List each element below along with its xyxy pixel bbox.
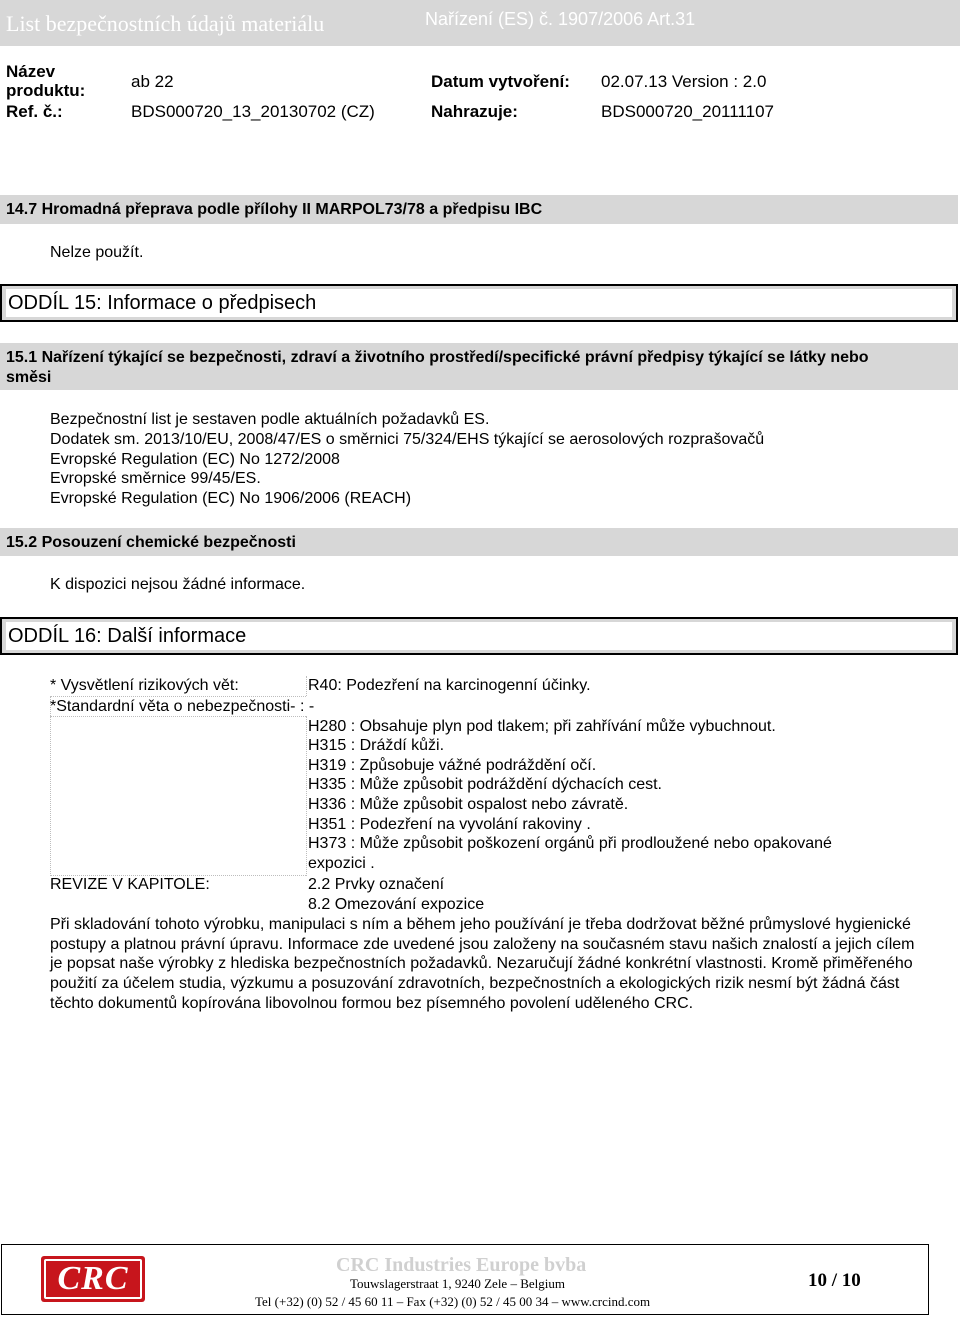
hazard-statement: H373 : Může způsobit poškození orgánů při prodloužené nebo opakované bbox=[308, 835, 832, 852]
ref-label: Ref. č.: bbox=[6, 102, 63, 121]
revision-item: 8.2 Omezování expozice bbox=[308, 896, 485, 913]
subsection-15-2-text: K dispozici nejsou žádné informace. bbox=[50, 576, 306, 593]
subsection-15-2-heading bbox=[0, 528, 958, 556]
section-15-title: ODDÍL 15: Informace o předpisech bbox=[8, 292, 317, 314]
replaces-label: Nahrazuje: bbox=[431, 102, 518, 121]
regulation-line: Evropské Regulation (EC) No 1272/2008 bbox=[50, 451, 340, 468]
regulation-line: Evropské Regulation (EC) No 1906/2006 (REACH) bbox=[50, 490, 412, 507]
page-number: 10 / 10 bbox=[808, 1270, 861, 1291]
hazard-statement: expozici . bbox=[308, 855, 375, 872]
crc-logo bbox=[41, 1256, 145, 1302]
dotted-rule bbox=[306, 676, 307, 696]
created-value: 02.07.13 Version : 2.0 bbox=[601, 72, 767, 91]
subsection-15-1-heading-line1: 15.1 Nařízení týkající se bezpečnosti, zdraví a životního prostředí/specifické právní předpisy týkající se látky nebo bbox=[6, 349, 869, 366]
regulation-line: Dodatek sm. 2013/10/EU, 2008/47/ES o směrnici 75/324/EHS týkající se aerosolových rozprašovačů bbox=[50, 431, 765, 448]
product-label: Název bbox=[6, 62, 56, 81]
risk-phrases-label: * Vysvětlení rizikových vět: bbox=[50, 677, 239, 694]
hazard-statement: H319 : Způsobuje vážné podráždění očí. bbox=[308, 757, 597, 774]
subsection-15-1-heading-line2: směsi bbox=[6, 369, 52, 386]
subsection-14-7-heading-text: 14.7 Hromadná přeprava podle přílohy II MARPOL73/78 a předpisu IBC bbox=[6, 201, 543, 218]
revision-item: 2.2 Prvky označení bbox=[308, 876, 445, 893]
product-name: ab 22 bbox=[131, 72, 174, 91]
document-title: List bezpečnostních údajů materiálu bbox=[6, 11, 325, 36]
section-15-header bbox=[0, 284, 958, 322]
subsection-14-7-heading bbox=[0, 195, 958, 224]
hazard-statement: H280 : Obsahuje plyn pod tlakem; při zahřívání může vybuchnout. bbox=[308, 718, 776, 735]
regulation-line: Bezpečnostní list je sestaven podle aktuálních požadavků ES. bbox=[50, 411, 490, 428]
dotted-rule bbox=[306, 716, 307, 876]
revision-label: REVIZE V KAPITOLE: bbox=[50, 876, 210, 893]
company-name: CRC Industries Europe bvba bbox=[336, 1254, 587, 1276]
dotted-rule bbox=[50, 696, 51, 876]
company-contact: Tel (+32) (0) 52 / 45 60 11 – Fax (+32) (0) 52 / 45 00 34 – www.crcind.com bbox=[255, 1294, 651, 1309]
disclaimer-paragraph: Při skladování tohoto výrobku, manipulaci s ním a během jeho používání je třeba dodržovat běžné průmyslové hygienické postupy a platnou právní úpravu. Informace zde uvedené jsou založeny na současném stavu našich znalostí a jejich cílem je popsat naše výrobky z hlediska bezpečnostních požadavků. Nezaručují žádné konkrétní vlastnosti. Kromě přiměřeného použití za účelem studia, výzkumu a posuzování zdravotních, bezpečnostních a ekologických rizik nesmí být žádná část těchto dokumentů kopírována libovolnou formou bez písemného povolení uděleného CRC. bbox=[50, 916, 915, 1012]
hazard-statement: H335 : Může způsobit podráždění dýchacích cest. bbox=[308, 776, 662, 793]
company-address: Touwslagerstraat 1, 9240 Zele – Belgium bbox=[350, 1276, 565, 1291]
section-16-title: ODDÍL 16: Další informace bbox=[8, 625, 247, 647]
risk-phrases-value: R40: Podezření na karcinogenní účinky. bbox=[308, 677, 591, 694]
hazard-statement: H351 : Podezření na vyvolání rakoviny . bbox=[308, 816, 591, 833]
hazard-statement: H336 : Může způsobit ospalost nebo závratě. bbox=[308, 796, 629, 813]
created-label: Datum vytvoření: bbox=[431, 72, 570, 91]
regulation-line: Evropské směrnice 99/45/ES. bbox=[50, 470, 261, 487]
regulation-reference: Nařízení (ES) č. 1907/2006 Art.31 bbox=[425, 9, 696, 29]
section-16-header bbox=[0, 617, 958, 655]
logo-text: CRC bbox=[57, 1260, 129, 1297]
subsection-14-7-text: Nelze použít. bbox=[50, 244, 144, 261]
subsection-15-1-heading bbox=[0, 343, 958, 390]
product-label-2: produktu: bbox=[6, 81, 86, 100]
ref-value: BDS000720_13_20130702 (CZ) bbox=[131, 102, 375, 121]
hazard-statement: H315 : Dráždí kůži. bbox=[308, 737, 445, 754]
subsection-15-2-heading-text: 15.2 Posouzení chemické bezpečnosti bbox=[6, 534, 296, 551]
hazard-statements-label: *Standardní věta o nebezpečnosti- : - bbox=[50, 698, 315, 715]
replaces-value: BDS000720_20111107 bbox=[601, 102, 774, 121]
